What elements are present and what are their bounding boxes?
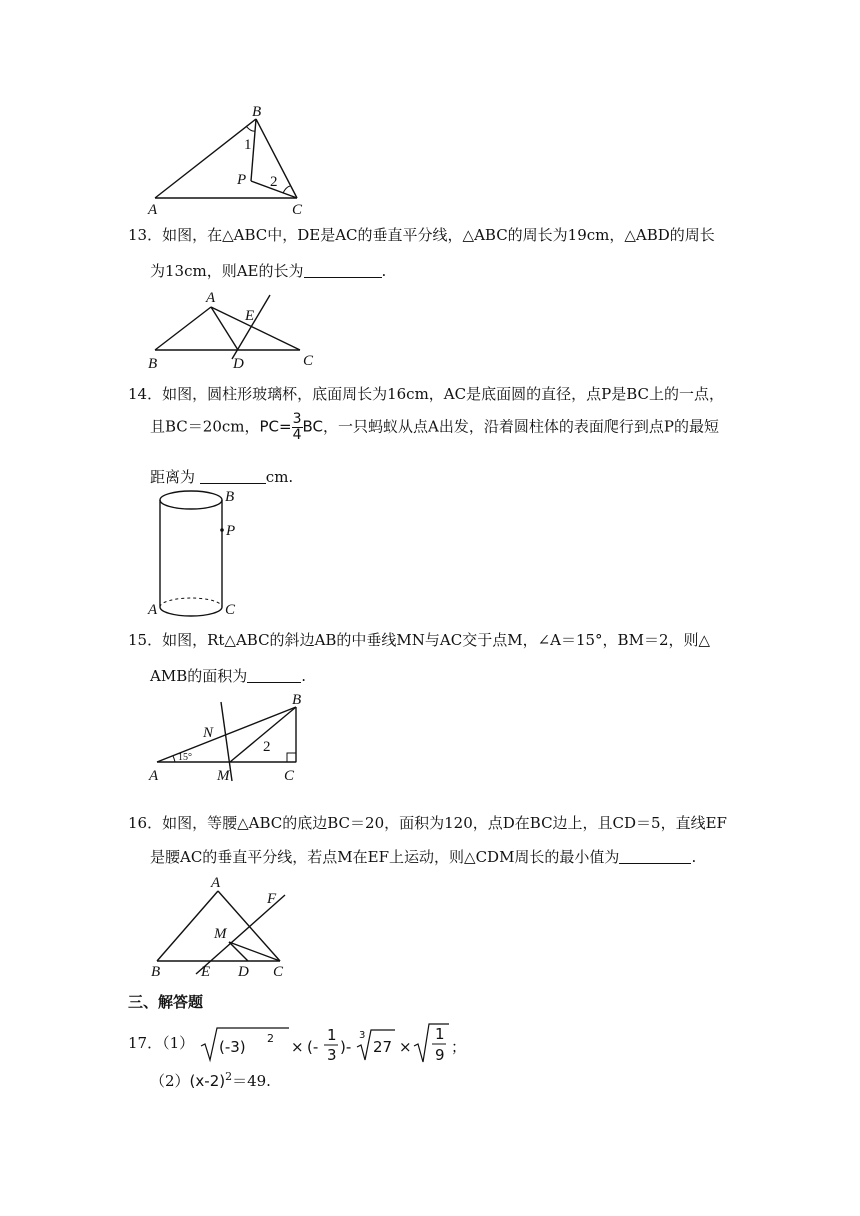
angle-mark-2	[283, 186, 290, 193]
q17-line1	[128, 1022, 489, 1066]
label-b: B	[148, 356, 158, 372]
q14-text-line2-post: ，一只蚂蚁从点A出发，沿着圆柱体的表面爬行到点P的最短	[323, 417, 719, 436]
top-ellipse	[160, 491, 222, 509]
section-title: 三、解答题	[128, 993, 204, 1011]
label-m: M	[217, 768, 230, 784]
label-c: C	[225, 602, 236, 618]
angle-mark-a	[173, 756, 175, 762]
label-angle-1: 1	[244, 137, 252, 153]
q13-line1	[128, 224, 715, 245]
q17-open-paren: (-	[306, 1038, 319, 1056]
q15-answer-blank[interactable]	[247, 668, 301, 683]
q14-unit: cm.	[265, 468, 294, 486]
label-angle-2: 2	[270, 174, 278, 190]
q17-frac-num: 1	[326, 1026, 337, 1044]
q14-line1	[128, 383, 724, 404]
label-b: B	[151, 964, 161, 980]
q14-fraction-den: 4	[292, 427, 302, 443]
q14-fraction	[292, 412, 303, 443]
q16-line2	[150, 846, 696, 867]
label-15deg: 15°	[178, 752, 192, 763]
label-c: C	[292, 202, 303, 218]
q17-exponent-1: 2	[266, 1032, 274, 1045]
q17-part2-exponent: 2	[225, 1070, 233, 1083]
label-b: B	[225, 489, 235, 505]
q17-close-paren: )-	[339, 1038, 352, 1056]
q17-cbrt-index: 3	[358, 1030, 366, 1041]
q17-part2-rhs: ＝49.	[232, 1072, 271, 1090]
q17-cbrt-radicand: 27	[372, 1038, 393, 1056]
label-d: D	[233, 356, 244, 372]
q15-line2	[150, 665, 306, 686]
q17-semicolon: ；	[450, 1038, 466, 1056]
q14-ratio-lhs: PC=	[259, 417, 292, 436]
segment-ab	[157, 891, 218, 961]
q14-line2	[150, 412, 719, 443]
q17-times-1: ×	[290, 1038, 304, 1056]
q17-part2-expr: (x-2)	[189, 1072, 226, 1090]
q13-text-line1: 如图，在△ABC中，DE是AC的垂直平分线，△ABC的周长为19cm，△ABD的周长	[162, 226, 715, 244]
q17-part1-label: （1）	[162, 1034, 195, 1052]
label-a: A	[149, 768, 159, 784]
point-p	[220, 528, 224, 532]
q17-sqrt-frac-num: 1	[434, 1025, 445, 1043]
figure-q12	[145, 104, 315, 216]
q16-answer-blank[interactable]	[619, 849, 691, 864]
label-b: B	[252, 104, 262, 120]
label-a: A	[148, 202, 158, 218]
label-a: A	[211, 875, 221, 891]
q16-text-line2: 是腰AC的垂直平分线，若点M在EF上运动，则△CDM周长的最小值为	[150, 848, 620, 866]
label-m: M	[214, 926, 227, 942]
figure-q12-svg	[145, 104, 315, 216]
right-angle-mark	[287, 753, 296, 762]
q15-text-line2: AMB的面积为	[150, 667, 248, 685]
figure-q16	[145, 873, 310, 979]
figure-q15-svg	[145, 692, 315, 787]
q15-line1	[128, 629, 710, 650]
figure-q14-svg	[145, 485, 255, 620]
label-c: C	[273, 964, 284, 980]
bottom-back-arc	[160, 598, 222, 607]
q17-radicand-1: (-3)	[218, 1038, 246, 1056]
q14-text-line2-pre: 且BC＝20cm，	[150, 417, 260, 436]
angle-mark-1	[246, 126, 255, 131]
q13-number: 13．	[128, 226, 163, 244]
segment-bp	[251, 119, 256, 181]
label-a: A	[148, 602, 158, 618]
label-c: C	[284, 768, 295, 784]
q16-line1	[128, 812, 727, 833]
segment-ab	[155, 307, 211, 350]
label-p: P	[226, 523, 236, 539]
q17-frac-den: 3	[326, 1046, 337, 1064]
label-a: A	[206, 290, 216, 306]
figure-q13	[145, 287, 325, 372]
label-e: E	[245, 308, 255, 324]
q14-text-line1: 如图，圆柱形玻璃杯，底面周长为16cm，AC是底面圆的直径，点P是BC上的一点，	[162, 385, 724, 403]
figure-q16-svg	[145, 873, 310, 979]
bottom-front-arc	[160, 607, 222, 616]
q13-answer-blank[interactable]	[304, 263, 382, 278]
q15-number: 15．	[128, 631, 163, 649]
q15-text-line1: 如图，Rt△ABC的斜边AB的中垂线MN与AC交于点M，∠A＝15°，BM＝2，则△	[162, 631, 711, 649]
q16-number: 16．	[128, 814, 163, 832]
label-b: B	[292, 692, 302, 708]
label-e: E	[201, 964, 211, 980]
figure-q15	[145, 692, 315, 787]
q17-part2-label: （2）	[150, 1072, 190, 1090]
q14-line3	[150, 466, 293, 487]
q14-fraction-num: 3	[292, 411, 302, 427]
q16-period: .	[691, 848, 697, 866]
figure-q14	[145, 485, 255, 620]
q17-times-2: ×	[398, 1038, 412, 1056]
q17-line2	[150, 1070, 271, 1091]
q16-text-line1: 如图，等腰△ABC的底边BC＝20，面积为120，点D在BC边上，且CD＝5，直线EF	[162, 814, 727, 832]
q17-part1-formula	[199, 1022, 489, 1066]
q15-period: .	[301, 667, 306, 685]
q14-number: 14．	[128, 385, 163, 403]
q17-sqrt-frac-den: 9	[434, 1046, 445, 1064]
q14-text-line3: 距离为	[150, 468, 196, 486]
label-f: F	[267, 891, 277, 907]
q13-period: .	[381, 262, 387, 280]
q13-text-line2: 为13cm，则AE的长为	[150, 262, 304, 280]
q13-line2	[150, 260, 386, 281]
label-2: 2	[263, 739, 271, 755]
label-d: D	[238, 964, 249, 980]
label-n: N	[203, 725, 214, 741]
q17-number: 17．	[128, 1034, 163, 1052]
q14-ratio-rhs: BC	[302, 417, 324, 436]
label-c: C	[303, 353, 314, 369]
label-p: P	[237, 172, 247, 188]
q14-answer-blank[interactable]	[200, 469, 266, 484]
figure-q13-svg	[145, 287, 325, 372]
